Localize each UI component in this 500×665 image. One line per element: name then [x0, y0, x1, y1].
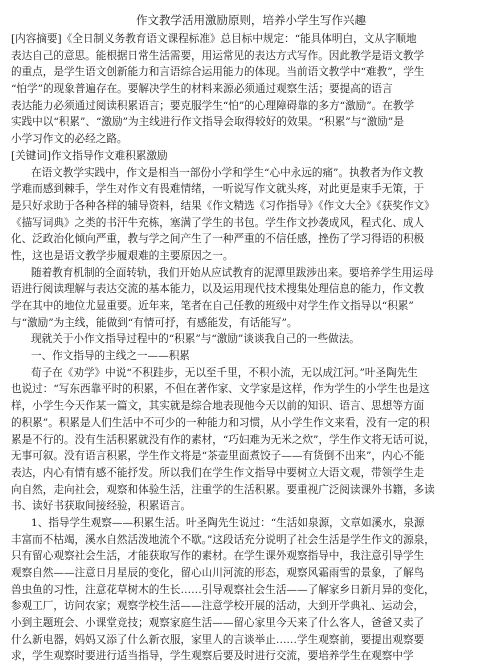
text-line: 表达能力必须通过阅读积累语言；要克服学生“怕”的心理障碍靠的多方“激励”。在教学: [11, 99, 415, 112]
text-line: 求，学生观察时要进行适当指导，学生观察后要及时进行交流，要培养学生在观察中学: [11, 650, 414, 663]
text-line: 丰富而不枯竭，溪水自然活泼地流个不歇。”这段话充分说明了社会生活是学生作文的源泉，: [11, 533, 435, 546]
text-line: 小学习作文的必经之路。: [11, 133, 128, 146]
text-line: 荀子在《劝学》中说“不积跬步，无以至千里，不积小流，无以成江河。”叶圣陶先生: [31, 366, 418, 379]
text-line: 在语文教学实践中，作文是相当一部份小学和学生“心中永远的痛”。执教者为作文教: [31, 166, 424, 179]
document-body: [11, 31, 491, 665]
text-line: “怕学”的现象普遍存在。要解决学生的材料来源必须通过观察生活；要提高的语言: [11, 83, 393, 96]
text-line: 书、读好书获取间接经验，积累语言。: [11, 500, 192, 513]
text-line: 小到主题班会、小课堂竞技；观察家庭生活——留心家里今天来了什么客人，爸爸又卖了: [11, 617, 425, 630]
text-line: 的积累”。积累是人们生活中不可少的一种能力和习惯，从小学生作文来看，没有一定的积: [11, 416, 430, 429]
text-line: 与“激励”为主线，能做到“有情可抒，有感能发，有话能写”。: [11, 316, 298, 329]
text-line: 1、指导学生观察——积累生活。叶圣陶先生说过：“生活如泉源，文章如溪水，泉源: [31, 516, 425, 529]
text-line: 一、作文指导的主线之一——积累: [31, 350, 190, 363]
text-line: 性，这也是语文教学步履艰难的主要原因之一。: [11, 249, 234, 262]
text-line: 化、泛政治化倾向严重，教与学之间产生了一种严重的不信任感，挫伤了学习得语的积极: [11, 233, 425, 246]
text-line: 什么新电器，妈妈又添了什么新衣服，家里人的言谈举止……学生观察前，要提出观察要: [11, 633, 425, 646]
text-line: 实践中以“积累”、“激励”为主线进行作文指导会取得较好的效果。“积累”与“激励”是: [11, 116, 404, 129]
text-line: 学难而感到棘手，学生对作文有畏难情绪，一听说写作文就头疼，对此更是束手无策，于: [11, 183, 425, 196]
text-line: 样，小学生今天作某一篇文，其实就是综合地表现他今天以前的知识、语言、思想等方面: [11, 400, 425, 413]
text-line: 学在其中的地位尤显重要。近年来，笔者在自己任教的班级中对学生作文指导以“积累”: [11, 300, 414, 312]
text-line: 表达，内心有情有感不能抒发。所以我们在学生作文指导中要树立大语文观，带领学生走: [11, 466, 425, 479]
text-line: [关键词]作文指导作文难积累激励: [11, 149, 168, 162]
text-line: 《描写词典》之类的书汗牛充栋，塞满了学生的书包。学生作文抄袭成风，程式化、成人: [11, 216, 425, 229]
text-line: 累是不行的。没有生活积累就没有作的素材，“巧妇难为无米之炊”，学生作文将无话可说，: [11, 433, 435, 446]
text-line: 兽虫鱼的习性，注意花草树木的生长……引导观察社会生活——了解家乡日新月异的变化，: [11, 583, 435, 596]
text-line: 表达自己的意思。能根据日常生活需要，用运常见的表达方式写作。因此教学是语文教学: [11, 49, 425, 62]
text-line: 是只好求助于各种各样的辅导资料，结果《作文精选《习作指导》《作文大全》《获奖作文》: [11, 199, 435, 212]
text-line: 无事可叙。没有语言积累，学生作文将是“茶壶里面煮饺子——有货倒不出来”，内心不能: [11, 450, 425, 463]
text-line: 观察自然——注意日月星辰的变化，留心山川河流的形态，观察风霜雨雪的景象，了解鸟: [11, 567, 425, 579]
document-title: 作文教学活用激励原则，培养小学生写作兴趣: [136, 13, 366, 27]
text-line: 也说过：“写东西靠平时的积累，不但在著作家、文学家是这样，作为学生的小学生也是这: [11, 383, 430, 396]
text-line: 只有留心观察社会生活，才能获取写作的素材。在学生课外观察指导中，我注意引导学生: [11, 550, 425, 563]
text-line: 语进行阅读理解与表达交流的基本能力，以及运用现代技术搜集处理信息的能力，作文教: [11, 283, 425, 296]
text-line: 的重点，是学生语文创新能力和言语综合运用能力的体现。当前语文教学中“难教”，学生: [11, 66, 425, 79]
text-line: 现就关于小作文指导过程中的“积累”与“激励”谈谈我自己的一些做法。: [31, 333, 360, 346]
text-line: [内容摘要]《全日制义务教育语文课程标准》总目标中规定：“能具体明白，文从字顺地: [11, 33, 417, 45]
text-line: 参观工厂，访问农家；观察学校生活——注意学校开展的活动，大到开学典礼、运动会，: [11, 600, 425, 613]
text-line: 向自然，走向社会，观察和体验生活，注重学的生活积累。要重视广泛阅读课外书籍，多读: [11, 483, 435, 496]
text-line: 随着教育机制的全面转轨，我们开始从应试教育的泥潭里跋涉出来。要培养学生用运母: [31, 266, 434, 279]
